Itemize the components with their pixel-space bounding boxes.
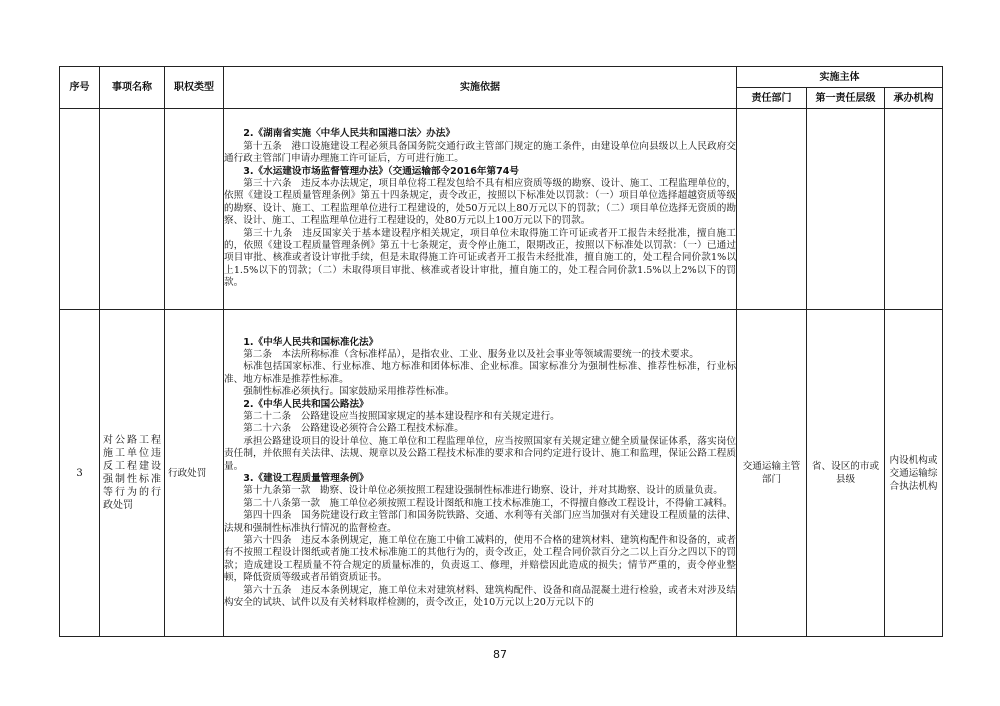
row2-handler: 内设机构或交通运输综合执法机构: [889, 454, 938, 492]
basis-paragraph: 第二十八条第一款 施工单位必须按照工程设计图纸和施工技术标准施工，不得擅自修改工程设计，不得偷工减料。: [243, 497, 733, 509]
basis-paragraph: 标准包括国家标准、行业标准、地方标准和团体标准、企业标准。国家标准分为强制性标准、推荐性标准，行业标准、地方标准是推荐性标准。: [224, 361, 736, 385]
row1-dept-cell: [737, 109, 807, 310]
basis-heading: 3.《建设工程质量管理条例》: [243, 473, 369, 484]
row2-handler-cell: [885, 310, 943, 637]
basis-heading: 2.《湖南省实施〈中华人民共和国港口法〉办法》: [243, 128, 455, 140]
row2-resp-dept: 交通运输主管部门: [742, 461, 801, 485]
header-matter-name: 事项名称: [100, 67, 165, 109]
row2-first-level: 省、设区的市或县级: [811, 461, 880, 485]
basis-heading: 2.《中华人民共和国公路法》: [243, 398, 369, 410]
basis-paragraph: 第三十六条 违反本办法规定，项目单位将工程发包给不具有相应资质等级的勘察、设计、施工、工程监理单位的，依照《建设工程质量管理条例》第五十四条规定，责令改正，按照以下标准处以罚款：（一）项目单位选择超越资质等级的勘察、设计、施工、工程监理单位进行工程建设的，处50万元以上80万元以下的罚款；（二）项目单位选择无资质的勘察、设计、施工、工程监理单位进行工程建设的，处80万元以上100万元以下的罚款。: [224, 177, 736, 227]
basis-paragraph: 第二条 本法所称标准（含标准样品），是指农业、工业、服务业以及社会事业等领域需要统一的技术要求。: [243, 348, 699, 360]
header-power-type: 职权类型: [165, 67, 224, 109]
row2-power-type: 行政处罚: [168, 467, 207, 479]
row1-handler-cell: [885, 109, 943, 310]
row1-seq-cell: [60, 109, 100, 310]
basis-heading: 3.《水运建设市场监督管理办法》（交通运输部令2016年第74号: [243, 165, 520, 177]
basis-paragraph: 第六十四条 违反本条例规定，施工单位在施工中偷工减料的，使用不合格的建筑材料、建筑构配件和设备的，或者有不按照工程设计图纸或者施工技术标准施工的其他行为的，责令改正，处工程合同价款百分之二以上百分之四以下的罚款；造成建设工程质量不符合规定的质量标准的，负责返工、修理，并赔偿因此造成的损失；情节严重的，责令停业整顿，降低资质等级或者吊销资质证书。: [224, 535, 736, 584]
row2-power-cell: [165, 310, 224, 637]
basis-paragraph: 强制性标准必须执行。国家鼓励采用推荐性标准。: [243, 386, 455, 398]
table-row: [60, 310, 943, 637]
basis-paragraph: 承担公路建设项目的设计单位、施工单位和工程监理单位，应当按照国家有关规定建立健全质量保证体系，落实岗位责任制，并依照有关法律、法规、规章以及公路工程技术标准的要求和合同约定进行设计、施工和监理，保证公路工程质量。: [224, 435, 736, 472]
row2-matter-name: 对公路工程施工单位违反工程建设强制性标准等行为的行政处罚: [103, 435, 161, 511]
enforcement-table: [59, 66, 943, 637]
basis-paragraph: 第二十二条 公路建设应当按照国家规定的基本建设程序和有关规定进行。: [243, 410, 560, 422]
row1-basis-cell: [224, 109, 737, 310]
header-seq: 序号: [60, 67, 100, 109]
row2-dept-cell: [737, 310, 807, 637]
row2-basis-cell: [224, 310, 737, 637]
basis-heading: 1.《中华人民共和国标准化法》: [243, 336, 379, 348]
basis-paragraph: 第四十四条 国务院建设行政主管部门和国务院铁路、交通、水利等有关部门应当加强对有关建设工程质量的法律、法规和强制性标准执行情况的监督检查。: [224, 510, 736, 534]
row1-power-cell: [165, 109, 224, 310]
basis-paragraph: 第十五条 港口设施建设工程必须具备国务院交通行政主管部门规定的施工条件，由建设单位向县级以上人民政府交通行政主管部门申请办理施工许可证后，方可进行施工。: [224, 140, 736, 165]
row1-level-cell: [807, 109, 885, 310]
header-basis: 实施依据: [224, 67, 737, 109]
row1-matter-cell: [100, 109, 165, 310]
basis-paragraph: 第三十九条 违反国家关于基本建设程序相关规定，项目单位未取得施工许可证或者开工报告未经批准，擅自施工的，依照《建设工程质量管理条例》第五十七条规定，责令停止施工，限期改正，按照以下标准处以罚款：（一）已通过项目审批、核准或者设计审批手续，但是未取得施工许可证或者开工报告未经批准，擅自施工的，处工程合同价款1%以上1.5%以下的罚款；（二）未取得项目审批、核准或者设计审批，擅自施工的，处工程合同价款1.5%以上2%以下的罚款。: [224, 227, 736, 289]
table-row: [60, 109, 943, 310]
basis-paragraph: 第六十五条 违反本条例规定，施工单位未对建筑材料、建筑构配件、设备和商品混凝土进行检验，或者未对涉及结构安全的试块、试件以及有关材料取样检测的，责令改正，处10万元以上20万元以下的: [224, 584, 736, 609]
page-number: 87: [493, 648, 507, 661]
basis-paragraph: 第十九条第一款 勘察、设计单位必须按照工程建设强制性标准进行勘察、设计，并对其勘察、设计的质量负责。: [243, 485, 723, 497]
header-first-level: 第一责任层级: [807, 88, 885, 109]
basis-paragraph: 第二十六条 公路建设必须符合公路工程技术标准。: [243, 423, 464, 435]
row2-seq: 3: [60, 310, 100, 637]
header-handler: 承办机构: [885, 88, 943, 109]
row2-matter-cell: [100, 310, 165, 637]
row2-level-cell: [807, 310, 885, 637]
header-subject: 实施主体: [737, 67, 943, 88]
header-resp-dept: 责任部门: [737, 88, 807, 109]
